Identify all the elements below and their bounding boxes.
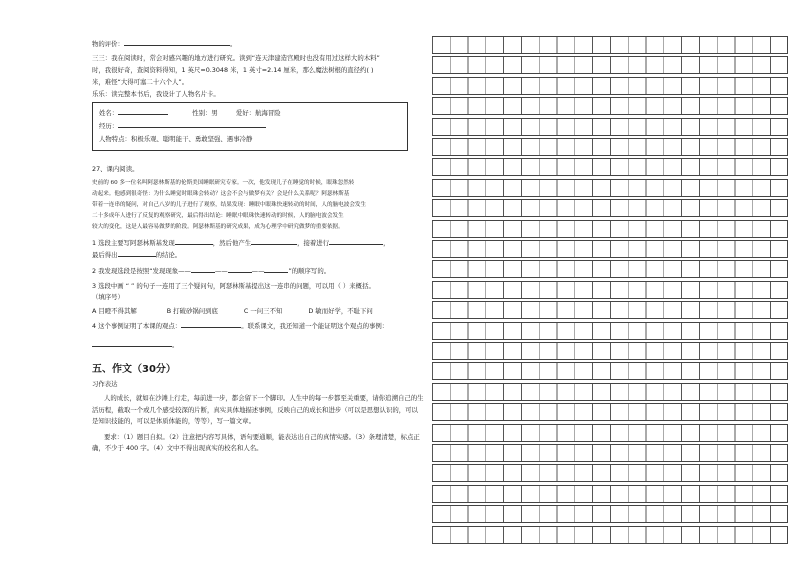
q1-line-2: 最后得出 的结论。	[92, 251, 182, 259]
option-a[interactable]: A 目瞪不得其解	[92, 307, 137, 315]
grid-row[interactable]	[432, 383, 788, 401]
zhang-line-1: 三三：我在阅读时，常会对感兴趣的地方进行研究。读到“连天津建造宫殿时也没有用过这样大的木料”	[92, 54, 380, 62]
essay-requirements: 要求：（1）题目自拟。（2）注意把内容写具体，语句要通顺，能表达出自己的真情实感。（3）条理清楚，标点正确，不少于 400 字。（4）文中不得出现真实的校名和人名。	[92, 432, 420, 452]
grid-row[interactable]	[432, 97, 788, 115]
grid-row[interactable]	[432, 158, 788, 176]
option-c[interactable]: C 一问三不知	[243, 307, 283, 315]
grid-row[interactable]	[432, 138, 788, 156]
q2-blank-2[interactable]	[228, 265, 252, 273]
section-title: 五、作文（30分）	[92, 364, 176, 375]
q1-blank-2[interactable]	[251, 237, 297, 245]
option-b[interactable]: B 打破砂锅问到底	[166, 307, 218, 315]
reading-line: 动起来。他感到很奇怪：为什么睡觉时眼珠会转动？这会不会与做梦有关？会是什么关系呢？阿瑟林斯基	[92, 191, 350, 197]
character-card	[92, 102, 408, 151]
q2-blank-3[interactable]	[264, 265, 288, 273]
grid-row[interactable]	[432, 260, 788, 278]
reading-line: 带着一连串的疑问，对自己八岁的儿子进行了观察，结果发现：睡眠中眼珠快速转动的时间，人的脑电波会发生	[92, 202, 367, 208]
grid-row[interactable]	[432, 505, 788, 523]
card-name-label: 姓名：	[99, 109, 119, 117]
q1-blank-4[interactable]	[118, 249, 156, 257]
q3-line: 3 选段中画 “ ” 的句子一连用了三个疑问句，阿瑟林斯基提出这一连串的问题，可以用（ ）来概括。	[92, 282, 375, 290]
grid-row[interactable]	[432, 322, 788, 340]
grid-row[interactable]	[432, 179, 788, 197]
grid-row[interactable]	[432, 485, 788, 503]
card-traits: 人物特点：积极乐观、聪明能干、勇敢坚强、遇事冷静	[99, 135, 253, 143]
grid-row[interactable]	[432, 362, 788, 380]
grid-row[interactable]	[432, 240, 788, 258]
reading-line: 二十多成年人进行了反复的观察研究，最后得出结论：睡眠中眼珠快速转动的时候，人的脑电波会发生	[92, 213, 344, 219]
evaluation-line: 物的评价： 。	[92, 40, 237, 48]
essay-title: 习作表达	[92, 380, 118, 388]
q4-line: 4 这个事例证明了本课的观点： 。联系课文，我还知道一个能证明这个观点的事例：	[92, 322, 389, 330]
grid-row[interactable]	[432, 220, 788, 238]
card-row-2	[99, 120, 401, 133]
option-d[interactable]: D 敏而好学，不耻下问	[308, 307, 373, 315]
grid-row[interactable]	[432, 281, 788, 299]
q1-line: 1 选段主要写阿瑟林斯基发现 ，然后他产生 ，接着进行 ，	[92, 239, 390, 247]
q2-blank-1[interactable]	[191, 265, 215, 273]
question-column	[92, 36, 424, 455]
q4-blank-1[interactable]	[181, 320, 241, 328]
grid-row[interactable]	[432, 199, 788, 217]
lele-line: 乐乐：读完整本书后，我设计了人物名片卡。	[92, 90, 220, 98]
q1-blank-1[interactable]	[175, 237, 213, 245]
zhang-line-3: 米，难怪“大得可塞二十六个人”。	[92, 78, 189, 86]
grid-row[interactable]	[432, 36, 788, 54]
grid-row[interactable]	[432, 403, 788, 421]
evaluation-blank[interactable]	[124, 38, 230, 46]
zhang-line-2: 时，我很好奇，查阅资料得知，1 英尺=0.3048 米，1 英寸=2.14 厘米，那么魔法树根的直径约( )	[92, 66, 374, 74]
essay-prompt: 人的成长，就如在沙滩上行走，每前进一步，都会留下一个脚印。人生中的每一步都至关重要，请你追溯自己的生活历程，截取一个或几个感受较深的片断，真实具体地描述事例，反映自己的成长和进步（可以是思想认识的，可以是知识技能的，可以是体质体能的，等等），写一篇文章。	[92, 394, 424, 425]
q4-blank-2[interactable]	[92, 339, 172, 347]
grid-row[interactable]	[432, 56, 788, 74]
card-name-blank[interactable]	[118, 107, 168, 115]
grid-row[interactable]	[432, 464, 788, 482]
card-gender: 性别：男	[192, 109, 218, 117]
grid-row[interactable]	[432, 526, 788, 544]
card-row-1	[99, 107, 401, 120]
card-hobby: 爱好：航海冒险	[235, 109, 281, 117]
evaluation-label: 物的评价：	[92, 40, 124, 48]
reading-passage	[92, 178, 424, 233]
grid-row[interactable]	[432, 444, 788, 462]
grid-row[interactable]	[432, 342, 788, 360]
q1-blank-3[interactable]	[329, 237, 383, 245]
q27-title: 27、课内阅读。	[92, 165, 139, 173]
q3-options	[92, 306, 424, 317]
grid-row[interactable]	[432, 77, 788, 95]
grid-row[interactable]	[432, 424, 788, 442]
card-exp-blank[interactable]	[118, 120, 266, 128]
q2-line: 2 我发现选段是按照“发现现象—— —— —— ”的顺序写的。	[92, 267, 331, 275]
reading-line: 史前的 60 多一位名叫阿瑟林斯基的伦斯美国睡眠研究专家。一次，他发现儿子在睡觉的时候，眼珠忽然转	[92, 180, 355, 186]
grid-row[interactable]	[432, 301, 788, 319]
grid-row[interactable]	[432, 118, 788, 136]
q4-line-2: 。	[92, 339, 424, 351]
q3-note: （填序号）	[92, 293, 124, 301]
card-exp-label: 经历：	[99, 122, 119, 130]
reading-line: 较大的变化，这是人最容易做梦的阶段。阿瑟林斯基的研究成果，成为心理学中研究做梦的重要依据。	[92, 224, 344, 230]
